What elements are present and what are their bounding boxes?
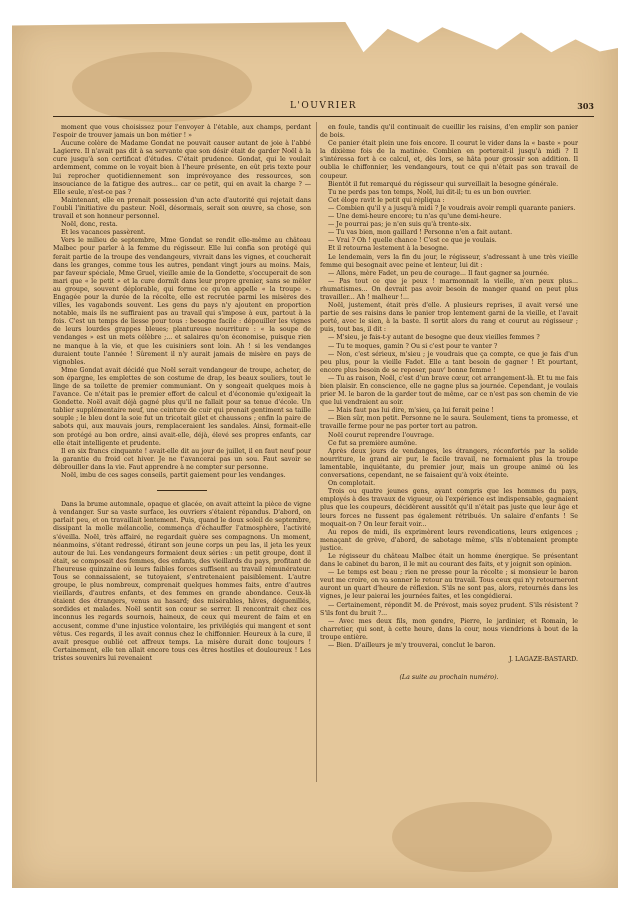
paragraph: Aucune colère de Madame Gondat ne pouvait causer autant de joie à l'abbé Lagierre. Il n'avait pas dit à sa servante que son désir était de garder Noël à la cure jusqu'à son certificat d'études. C'était prudence. Gondat, qui le voulait ardemment, comme on le voyait bien à l'heure présente, en eût pris texte pour lui reprocher quotidiennement son imprévoyance des ressources, son insouciance de la fatigue des autres... car ce petit, qui en avait la charge ? — Elle seule, n'est-ce pas ? <box>53 140 311 196</box>
paragraph: Ce panier était plein une fois encore. Il courut le vider dans la « baste » pour la dixième fois de la matinée. Combien en porterait-il jusqu'à midi ? Il s'intéressa fort à ce calcul, et, dès lors, se hâta pour grossir son addition. Il oublia le chiffonnier, les vendangeurs, tout ce qui n'était pas son travail de coupeur. <box>320 140 578 180</box>
paragraph: Après deux jours de vendanges, les étrangers, réconfortés par la solide nourriture, le grand air pur, le facile travail, ne formaient plus la troupe lamentable, inquiétante, du premier jour, mais un groupe animé où les conversations, cependant, ne se faisaient qu'à voix éteinte. <box>320 447 578 480</box>
paragraph: — Bien. D'ailleurs je m'y trouverai, conclut le baron. <box>328 642 496 649</box>
page-number: 303 <box>577 101 594 111</box>
paragraph: Noël, imbu de ces sages conseils, partit gaiement pour les vendanges. <box>61 472 286 480</box>
paragraph: — Avec mes deux fils, mon gendre, Pierre, le jardinier, et Romain, le charretier, qui sont, à cette heure, dans la cour, nous viendrions à bout de la troupe entière. <box>320 617 578 641</box>
journal-title: L'OUVRIER <box>289 101 358 111</box>
paragraph: — Je pourrai pas; je n'en suis qu'à trente-six. <box>328 221 472 229</box>
paragraph: — Tu te moques, gamin ? Ou si c'est pour te vanter ? <box>328 342 498 350</box>
column-divider <box>316 122 317 782</box>
right-column <box>320 124 578 814</box>
paragraph: — Non, c'est sérieux, m'sieu ; je voudrais que ça compte, ce que je fais d'un peu plus, pour la vieille Fadet. Elle a tant besoin de gagner ! Et pourtant, encore plus besoin de se reposer, pauv' bonne femme ! <box>320 350 578 374</box>
paragraph: — Mais faut pas lui dire, m'sieu, ça lui ferait peine ! <box>328 407 494 415</box>
paragraph: Il en six francs cinquante ! avait-elle dit au jour de juillet, il en faut neuf pour la garantie du froid cet hiver. Je ne t'avancerai pas un sou. Faut savoir se débrouiller dans la vie. Faut apprendre à ne compter sur personne. <box>53 447 311 471</box>
paragraph: Le lendemain, vers la fin du jour, le régisseur, s'adressant à une très vieille femme qui besognait avec peine et lenteur, lui dit : <box>320 253 578 269</box>
page-header <box>53 101 594 115</box>
paragraph: Cet éloge ravit le petit qui répliqua : <box>328 196 445 204</box>
paragraph: en foule, tandis qu'il continuait de cueillir les raisins, d'en emplir son panier de bois. <box>320 124 578 140</box>
paragraph: — Allons, mère Fadet, un peu de courage... Il faut gagner sa journée. <box>328 269 550 277</box>
paragraph: — Tu as raison, Noël, c'est d'un brave cœur, cet arrangement-là. Et tu me fais bien plaisir. En conscience, elle ne gagne plus sa journée. Cependant, je voulais prier M. le baron de la garder tout de même, car ce n'est pas son chemin de vie que lui vendraient au soir. <box>320 374 578 407</box>
paragraph: Bientôt il fut remarqué du régisseur qui surveillait la besogne générale. <box>328 180 559 188</box>
paragraph: On complotait. <box>328 480 376 488</box>
paragraph: Et il retourna lestement à la besogne. <box>328 245 449 253</box>
header-rule <box>53 116 594 117</box>
left-column <box>53 124 311 764</box>
paragraph: — Une demi-heure encore; tu n'as qu'une demi-heure. <box>328 213 502 221</box>
paragraph: moment que vous choisissez pour l'envoyer à l'étable, aux champs, perdant l'espoir de trouver jamais un bon métier ! » <box>53 124 311 140</box>
paragraph: Maintenant, elle en prenait possession d'un acte d'autorité qui rejetait dans l'oubli l'initiative du pasteur. Noël, désormais, serait son œuvre, sa chose, son travail et son honneur personnel. <box>53 196 311 221</box>
paragraph: Mme Gondat avait décidé que Noël serait vendangeur de troupe, acheter, de son épargne, les emplettes de son costume de drap, les beaux souliers, tout le linge de sa toilette de premier communiant. On y songeait quelques mois à l'avance. Ce n'était pas le premier effort de calcul et d'économie qu'exigeait la Gondette. Noël avait déjà gagné plus qu'il ne fallait pour sa tenue d'école. Un tablier supplémentaire neuf, une ceinture de cuir qui prenait gentiment sa taille souple ; le bleu dont la soie fut un tricotait gilet et chaussons ; enfin la paire de sabots qui, aux mauvais jours, remplaceraient les sandales. Ainsi, formait-elle son protégé au bon ordre, ainsi avait-elle, déjà, élevé ses propres enfants, car elle était intelligente et prudente. <box>53 366 311 447</box>
paragraph: — Combien qu'il y a jusqu'à midi ? Je voudrais avoir rempli quarante paniers. <box>328 204 576 212</box>
author-signature: J. LAGAZE-BASTARD. <box>508 656 578 664</box>
paragraph: — Le temps est beau ; rien ne presse pour la récolte ; si monsieur le baron veut me croire, on va sonner le retour au travail. Tous ceux qui n'y retourneront auront un quart d'heure de réflexion. S'ils ne sont pas, alors, retournés dans les vignes, je leur paierai les journées faites, et les congédierai. <box>320 569 578 601</box>
paragraph: — Certainement, répondit M. de Prévost, mais soyez prudent. S'ils résistent ? S'ils font du bruit ?... <box>320 601 578 617</box>
paragraph: Noël courut reprendre l'ouvrage. <box>328 431 435 439</box>
paragraph: Trois ou quatre jeunes gens, ayant compris que les hommes du pays, employés à des travaux de vigueur, où l'expérience est indispensable, gagnaient plus que les coupeurs, décidèrent aussitôt qu'il n'était pas juste que leur âge et leurs forces ne fussent pas également rétribués. Un salaire d'enfants ! Se moquait-on ? On leur ferait voir... <box>320 488 578 528</box>
paragraph: — Bien sûr, mon petit. Personne ne le saura. Seulement, tiens ta promesse, et travaille ferme pour ne pas porter tort au patron. <box>320 415 578 431</box>
paragraph: Au repos de midi, ils exprimèrent leurs revendications, leurs exigences ; menaçant de grève, d'abord, de sabotage même, s'ils n'obtenaient prompte justice. <box>320 528 578 552</box>
paragraph: Noël, justement, était près d'elle. A plusieurs reprises, il avait versé une partie de ses raisins dans le panier trop lentement garni de la vieille, et l'avait porté, avec le sien, à la baste. Il sortit alors du rang et courut au régisseur ; puis, tout bas, il dit : <box>320 302 578 334</box>
paragraph: Tu ne perds pas ton temps, Noël, lui dit-il; tu es un bon ouvrier. <box>328 188 531 196</box>
paragraph: — M'sieu, je fais-t-y autant de besogne que deux vieilles femmes ? <box>328 334 540 342</box>
paragraph: Vers le milieu de septembre, Mme Gondat se rendit elle-même au château Malbec pour parler à la femme du régisseur. Elle lui confia son protégé qui ferait partie de la troupe des vendangeurs, vivrait dans les vignes, et coucherait dans les granges, comme tous les autres, pendant vingt jours au moins. Mais, par faveur spéciale, Mme Gruel, vieille amie de la Gondette, s'occuperait de son mari que « le petit » et la cure dormît dans leur propre grenier, sans se mêler au groupe, souvent déplorable, qui forme ce qu'on appelle « la troupe ». Engagée pour la durée de la récolte, elle est recrutée parmi les misères des villes, les vagabonds souvent. Les gens du pays n'y ajoutent en proportion notable, mais ils ne suffiraient pas au travail qui s'impose à eux, partout à la fois. C'est un temps de liesse pour tous : besogne facile : dépouiller les vignes de leurs lourdes grappes bleues; plantureuse nourriture : « la soupe de vendanges » est un mets célèbre ;... et salaires qu'on économise, puisque rien ne manque à la vie, et que les cuisiniers sont loin. Ah ! si les vendanges duraient toute l'année ! Sûrement il n'y aurait jamais de misère en pays de vignobles. <box>53 237 311 366</box>
paragraph: Dans la brume automnale, opaque et glacée, on avait atteint la pièce de vigne à vendanger. Sur sa vaste surface, les ouvriers s'étaient répandus. D'abord, on parlait peu, et on travaillait lentement. Puis, quand le doux soleil de septembre, dissipant la molle mélancolie, commença d'échauffer l'atmosphère, l'activité s'éveilla. Noël, très affairé, ne regardait guère ses compagnons. Un moment, néanmoins, s'étant redressé, étirant son jeune corps un peu las, il jeta les yeux autour de lui. Les vendangeurs formaient deux séries : un petit groupe, dont il était, se composait des femmes, des enfants, des vieillards du pays, profitant de l'heureuse quinzaine où leurs faibles forces suffisent au travail rémunérateur. Tous se connaissaient, se tutoyaient, s'entretenaient paisiblement. L'autre groupe, le plus nombreux, comprenait quelques hommes faits, entre d'autres vieillards, d'autres enfants, et des femmes en grande abondance. Ceux-là étaient des étrangers, venus au hasard; des misérables, hâves, déguenillés, sordides et malades. Noël sentit son cœur se serrer. Il rencontrait chez ces inconnus les regards sournois, haineux, de ceux qui meurent de faim et en accusent, comme d'une injustice volontaire, les privilégiés qui mangent et sont vêtus. Ces regards, il les avait connus chez le chiffonnier. Heureux à la cure, il avait presque oublié cet affreux temps. La misère durait donc toujours ! Certainement, elle ten allait encore tous ces êtres hostiles et douloureux ! Les tristes souvenirs lui revenaient <box>53 501 311 662</box>
paragraph: — Tu vas bien, mon gaillard ! Personne n'en a fait autant. <box>328 229 513 237</box>
paragraph: — Vrai ? Oh ! quelle chance ! C'est ce que je voulais. <box>328 237 497 245</box>
continuation-note: (La suite au prochain numéro). <box>399 674 499 682</box>
paragraph: Le régisseur du château Malbec était un homme énergique. Se présentant dans le cabinet du baron, il le mit au courant des faits, et y joignit son opinion. <box>320 552 578 569</box>
paragraph: Et les vacances passèrent. <box>61 229 146 237</box>
paragraph: Noël, donc, resta. <box>61 221 118 229</box>
paragraph: Ce fut sa première aumône. <box>328 439 418 447</box>
section-separator <box>157 490 207 491</box>
paragraph: — Pas tout ce que je peux ! marmonnait la vieille, n'en peux plus... rhumatismes... On devrait pas avoir besoin de manger quand on peut plus travailler... Ah ! malheur !... <box>320 277 578 301</box>
